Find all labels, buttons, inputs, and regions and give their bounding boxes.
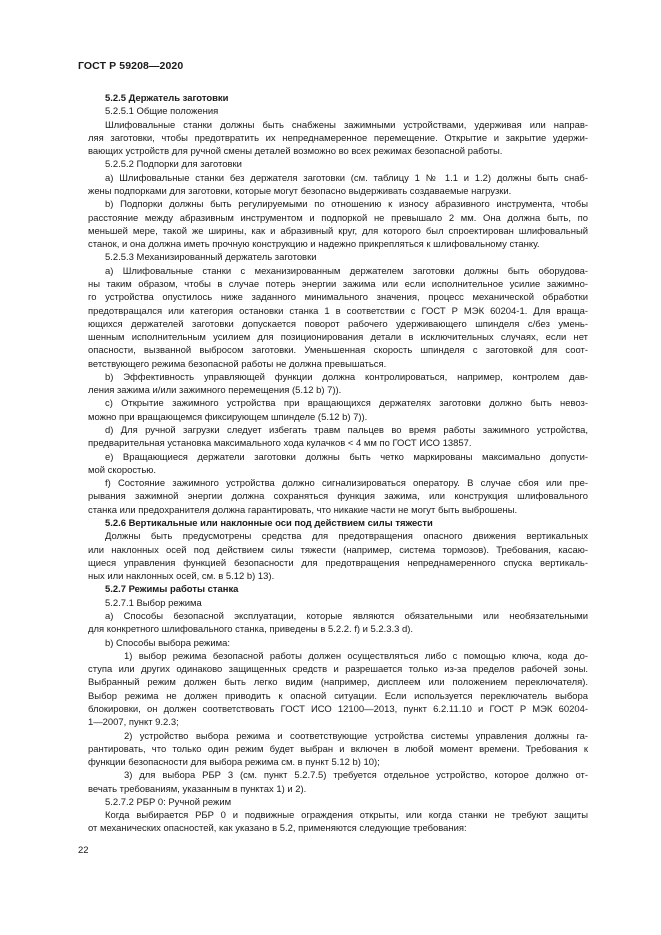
text-line: рантировать, что только один режим будет выбран и включен в любой момент времени. Требования к — [88, 743, 588, 755]
text-line: 3) для выбора РБР 3 (см. пункт 5.2.7.5) требуется отдельное устройство, которое должно от- — [124, 770, 588, 782]
text-line: меньшей мере, такой же ширины, как и абразивный круг, для которого был спроектирован шлифовальный — [88, 225, 588, 237]
subsection-heading: 5.2.7.1 Выбор режима — [105, 597, 202, 609]
text-line: опасности, вызванной выбросом заготовки. Уменьшенная скорость шпинделя с заготовкой для соот- — [88, 345, 588, 357]
text-line: станок, и она должна иметь прочную конструкцию и надежно прикрепляться к шлифовальному станку. — [88, 239, 540, 251]
text-line: b) Эффективность управляющей функции должна контролироваться, например, контролем дав- — [105, 371, 588, 383]
section-heading: 5.2.7 Режимы работы станка — [105, 584, 239, 596]
text-line: 1) выбор режима безопасной работы должен осуществляться либо с помощью ключа, кода до- — [124, 650, 588, 662]
text-line: расстояние между абразивным инструментом и подпоркой не превышало 2 мм. Она должна быть, по — [88, 212, 588, 224]
text-line: Выбор режима не должен приводить к опасной ситуации. Если используется переключатель выбора — [88, 690, 588, 702]
text-line: а) Шлифовальные станки без держателя заготовки (см. таблицу 1 № 1.1 и 1.2) должны быть снаб- — [105, 172, 588, 184]
text-line: от механических опасностей, как указано в 5.2, применяются следующие требования: — [88, 823, 467, 835]
text-line: Должны быть предусмотрены средства для предотвращения опасного движения вертикальных — [105, 531, 588, 543]
text-line: мой скоростью. — [88, 464, 156, 476]
text-line: c) Открытие зажимного устройства при вращающихся держателях заготовки должно быть невоз- — [105, 398, 588, 410]
text-line: а) Способы безопасной эксплуатации, которые являются обязательными или необязательными — [105, 610, 588, 622]
document-header: ГОСТ Р 59208—2020 — [78, 60, 184, 72]
text-line: e) Вращающиеся держатели заготовки должны быть четко маркированы максимально допусти- — [105, 451, 588, 463]
text-line: b) Подпорки должны быть регулируемыми по отношению к износу абразивного инструмента, чтобы — [105, 199, 588, 211]
text-line: щиеся управления функцией безопасности для предотвращения непреднамеренного спуска вертикаль- — [88, 557, 588, 569]
text-line: блокировки, он должен соответствовать ГОСТ ИСО 12100—2013, пункт 6.2.11.10 и ГОСТ Р МЭК 60204- — [88, 703, 588, 715]
page-number: 22 — [78, 845, 89, 856]
subsection-heading: 5.2.5.3 Механизированный держатель заготовки — [105, 252, 317, 264]
subsection-heading: 5.2.7.2 РБР 0: Ручной режим — [105, 796, 232, 808]
text-line: Шлифовальные станки должны быть снабжены зажимными устройствами, удерживая или направ- — [105, 119, 588, 131]
text-line: жены подпорками для заготовки, которые могут безопасно выдерживать создаваемые нагрузки. — [88, 185, 512, 197]
text-line: Когда выбирается РБР 0 и подвижные ограждения открыты, или когда станки не требуют защиты — [105, 810, 588, 822]
text-line: ны таким образом, чтобы в случае потерь энергии зажима или если исполнительное усилие зажимно- — [88, 278, 588, 290]
text-line: 2) устройство выбора режима и соответствующие устройства системы управления должны га- — [124, 730, 588, 742]
text-line: ветствующего режима безопасной работы не должна превышаться. — [88, 358, 387, 370]
text-line: ляя заготовки, чтобы предотвратить их непреднамеренное перемещение. Открытие и закрытие удержи- — [88, 132, 588, 144]
text-line: ления зажима и/или зажимного перемещения (5.12 b) 7)). — [88, 385, 342, 397]
text-line: для конкретного шлифовального станка, приведены в 5.2.2. f) и 5.2.3.3 d). — [88, 624, 413, 636]
text-line: рывания зажимной энергии должна сохраняться функция зажима, или конструкция шлифовального — [88, 491, 588, 503]
text-line: ступа или других одинаково защищенных средств и разрешается только из-за пределов рабочей зоны. — [88, 664, 588, 676]
text-line: 1—2007, пункт 9.2.3; — [88, 717, 179, 729]
text-line: функции безопасности для выбора режима см. в пункт 5.12 b) 10); — [88, 757, 380, 769]
text-line: вающих устройств для ручной смены деталей возможно во всех режимах безопасной работы. — [88, 146, 503, 158]
text-line: можно при вращающемся фиксирующем шпинделе (5.12 b) 7)). — [88, 411, 368, 423]
text-line: вечать требованиям, указанным в пунктах 1) и 2). — [88, 783, 307, 795]
text-line: d) Для ручной загрузки следует избегать травм пальцев во время работы зажимного устройства, — [105, 425, 588, 437]
text-line: станка или предохранителя должна гарантировать, что никакие части не могут быть выброшены. — [88, 504, 518, 516]
text-line: ных или наклонных осей, см. в 5.12 b) 13). — [88, 571, 275, 583]
text-line: шенным исполнительным усилием для позиционирования детали в исключительных случаях, если нет — [88, 332, 588, 344]
text-line: f) Состояние зажимного устройства должно сигнализироваться оператору. В случае сбоя или пре- — [105, 478, 588, 490]
text-line: Выбранный режим должен быть легко видим (например, дисплеем или положением переключателя). — [88, 677, 588, 689]
document-body — [88, 92, 588, 836]
text-line: предотвращался или категория остановки станка 1 в соответствии с ГОСТ Р МЭК 60204-1. Для враща- — [88, 305, 588, 317]
section-heading: 5.2.5 Держатель заготовки — [105, 93, 229, 104]
subsection-heading: 5.2.5.1 Общие положения — [105, 106, 219, 118]
subsection-heading: 5.2.5.2 Подпорки для заготовки — [105, 159, 242, 171]
text-line: или наклонных осей под действием силы тяжести (например, система тормозов). Требования, касаю- — [88, 544, 588, 556]
text-line: предварительная установка максимального хода кулачков < 4 мм по ГОСТ ИСО 13857. — [88, 438, 472, 450]
text-line: го устройства опустилось ниже заданного минимального значения, процесс механической обработки — [88, 292, 588, 304]
text-line: ющихся держателей заготовки допускается поворот рабочего удерживающего шпинделя с/без умень- — [88, 318, 588, 330]
text-line: а) Шлифовальные станки с механизированным держателем заготовки должны быть оборудова- — [105, 265, 588, 277]
text-line: b) Способы выбора режима: — [105, 637, 230, 649]
section-heading: 5.2.6 Вертикальные или наклонные оси под действием силы тяжести — [105, 518, 433, 529]
